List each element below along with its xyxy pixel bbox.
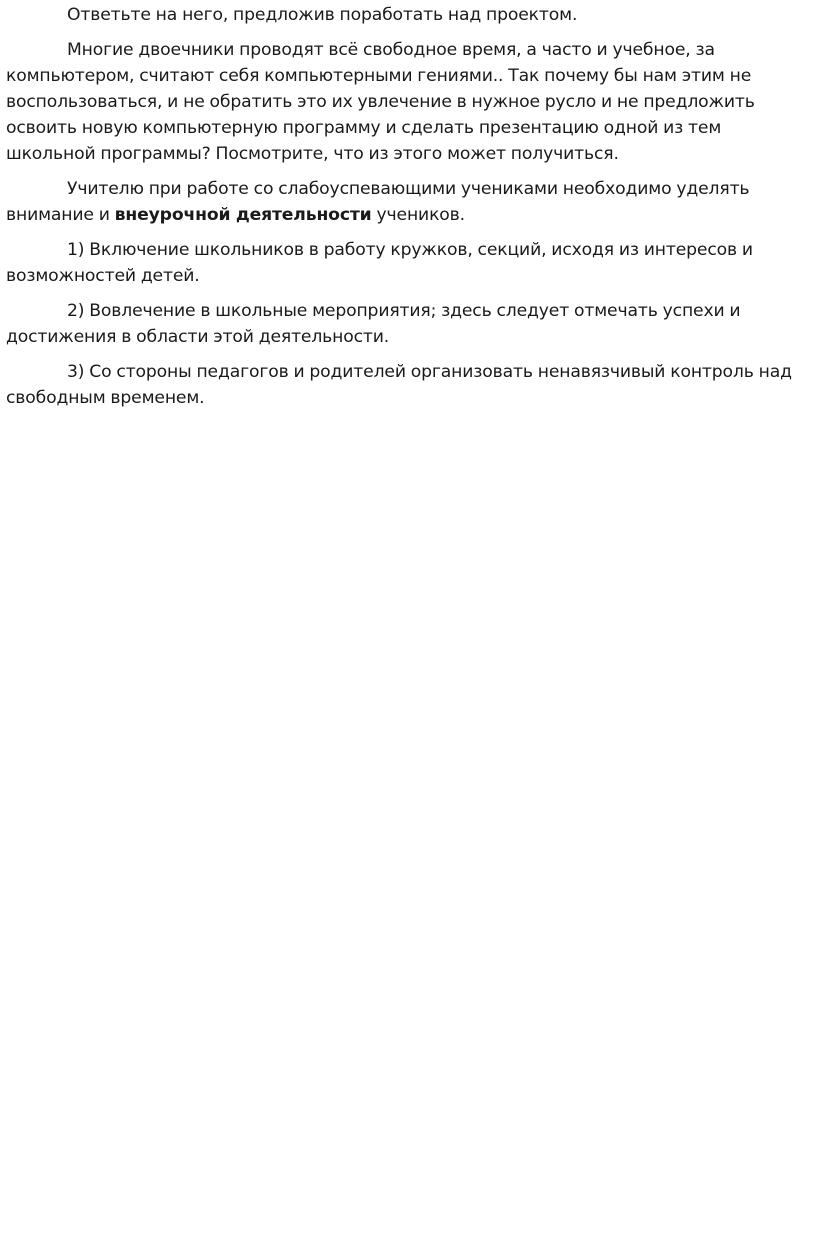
paragraph-extracurricular-tail: учеников. — [371, 205, 465, 225]
paragraph-computer-geniuses: Многие двоечники проводят всё свободное время, а часто и учебное, за компьютером, считают себя компьютерными гениями.. Так почему бы нам этим не воспользоваться, и не обратить это их увлечение в нужное русло и не предложить освоить новую компьютерную программу и сделать презентацию одной из тем школьной программы? Посмотрите, что из этого может получиться. — [6, 40, 755, 164]
paragraph-extracurricular-lead: Учителю при работе со слабоуспевающими учениками необходимо уделять внимание и — [6, 179, 750, 225]
document-body — [6, 2, 806, 411]
list-item-free-time-control: 3) Со стороны педагогов и родителей организовать ненавязчивый контроль над свободным временем. — [6, 362, 792, 408]
paragraph-extracurricular-activity — [6, 176, 806, 228]
paragraph-project-suggestion: Ответьте на него, предложив поработать над проектом. — [67, 5, 578, 25]
bold-term-extracurricular: внеурочной деятельности — [114, 205, 372, 225]
list-item-clubs: 1) Включение школьников в работу кружков, секций, исходя из интересов и возможностей детей. — [6, 240, 753, 286]
list-item-school-events: 2) Вовлечение в школьные мероприятия; здесь следует отмечать успехи и достижения в области этой деятельности. — [6, 301, 741, 347]
